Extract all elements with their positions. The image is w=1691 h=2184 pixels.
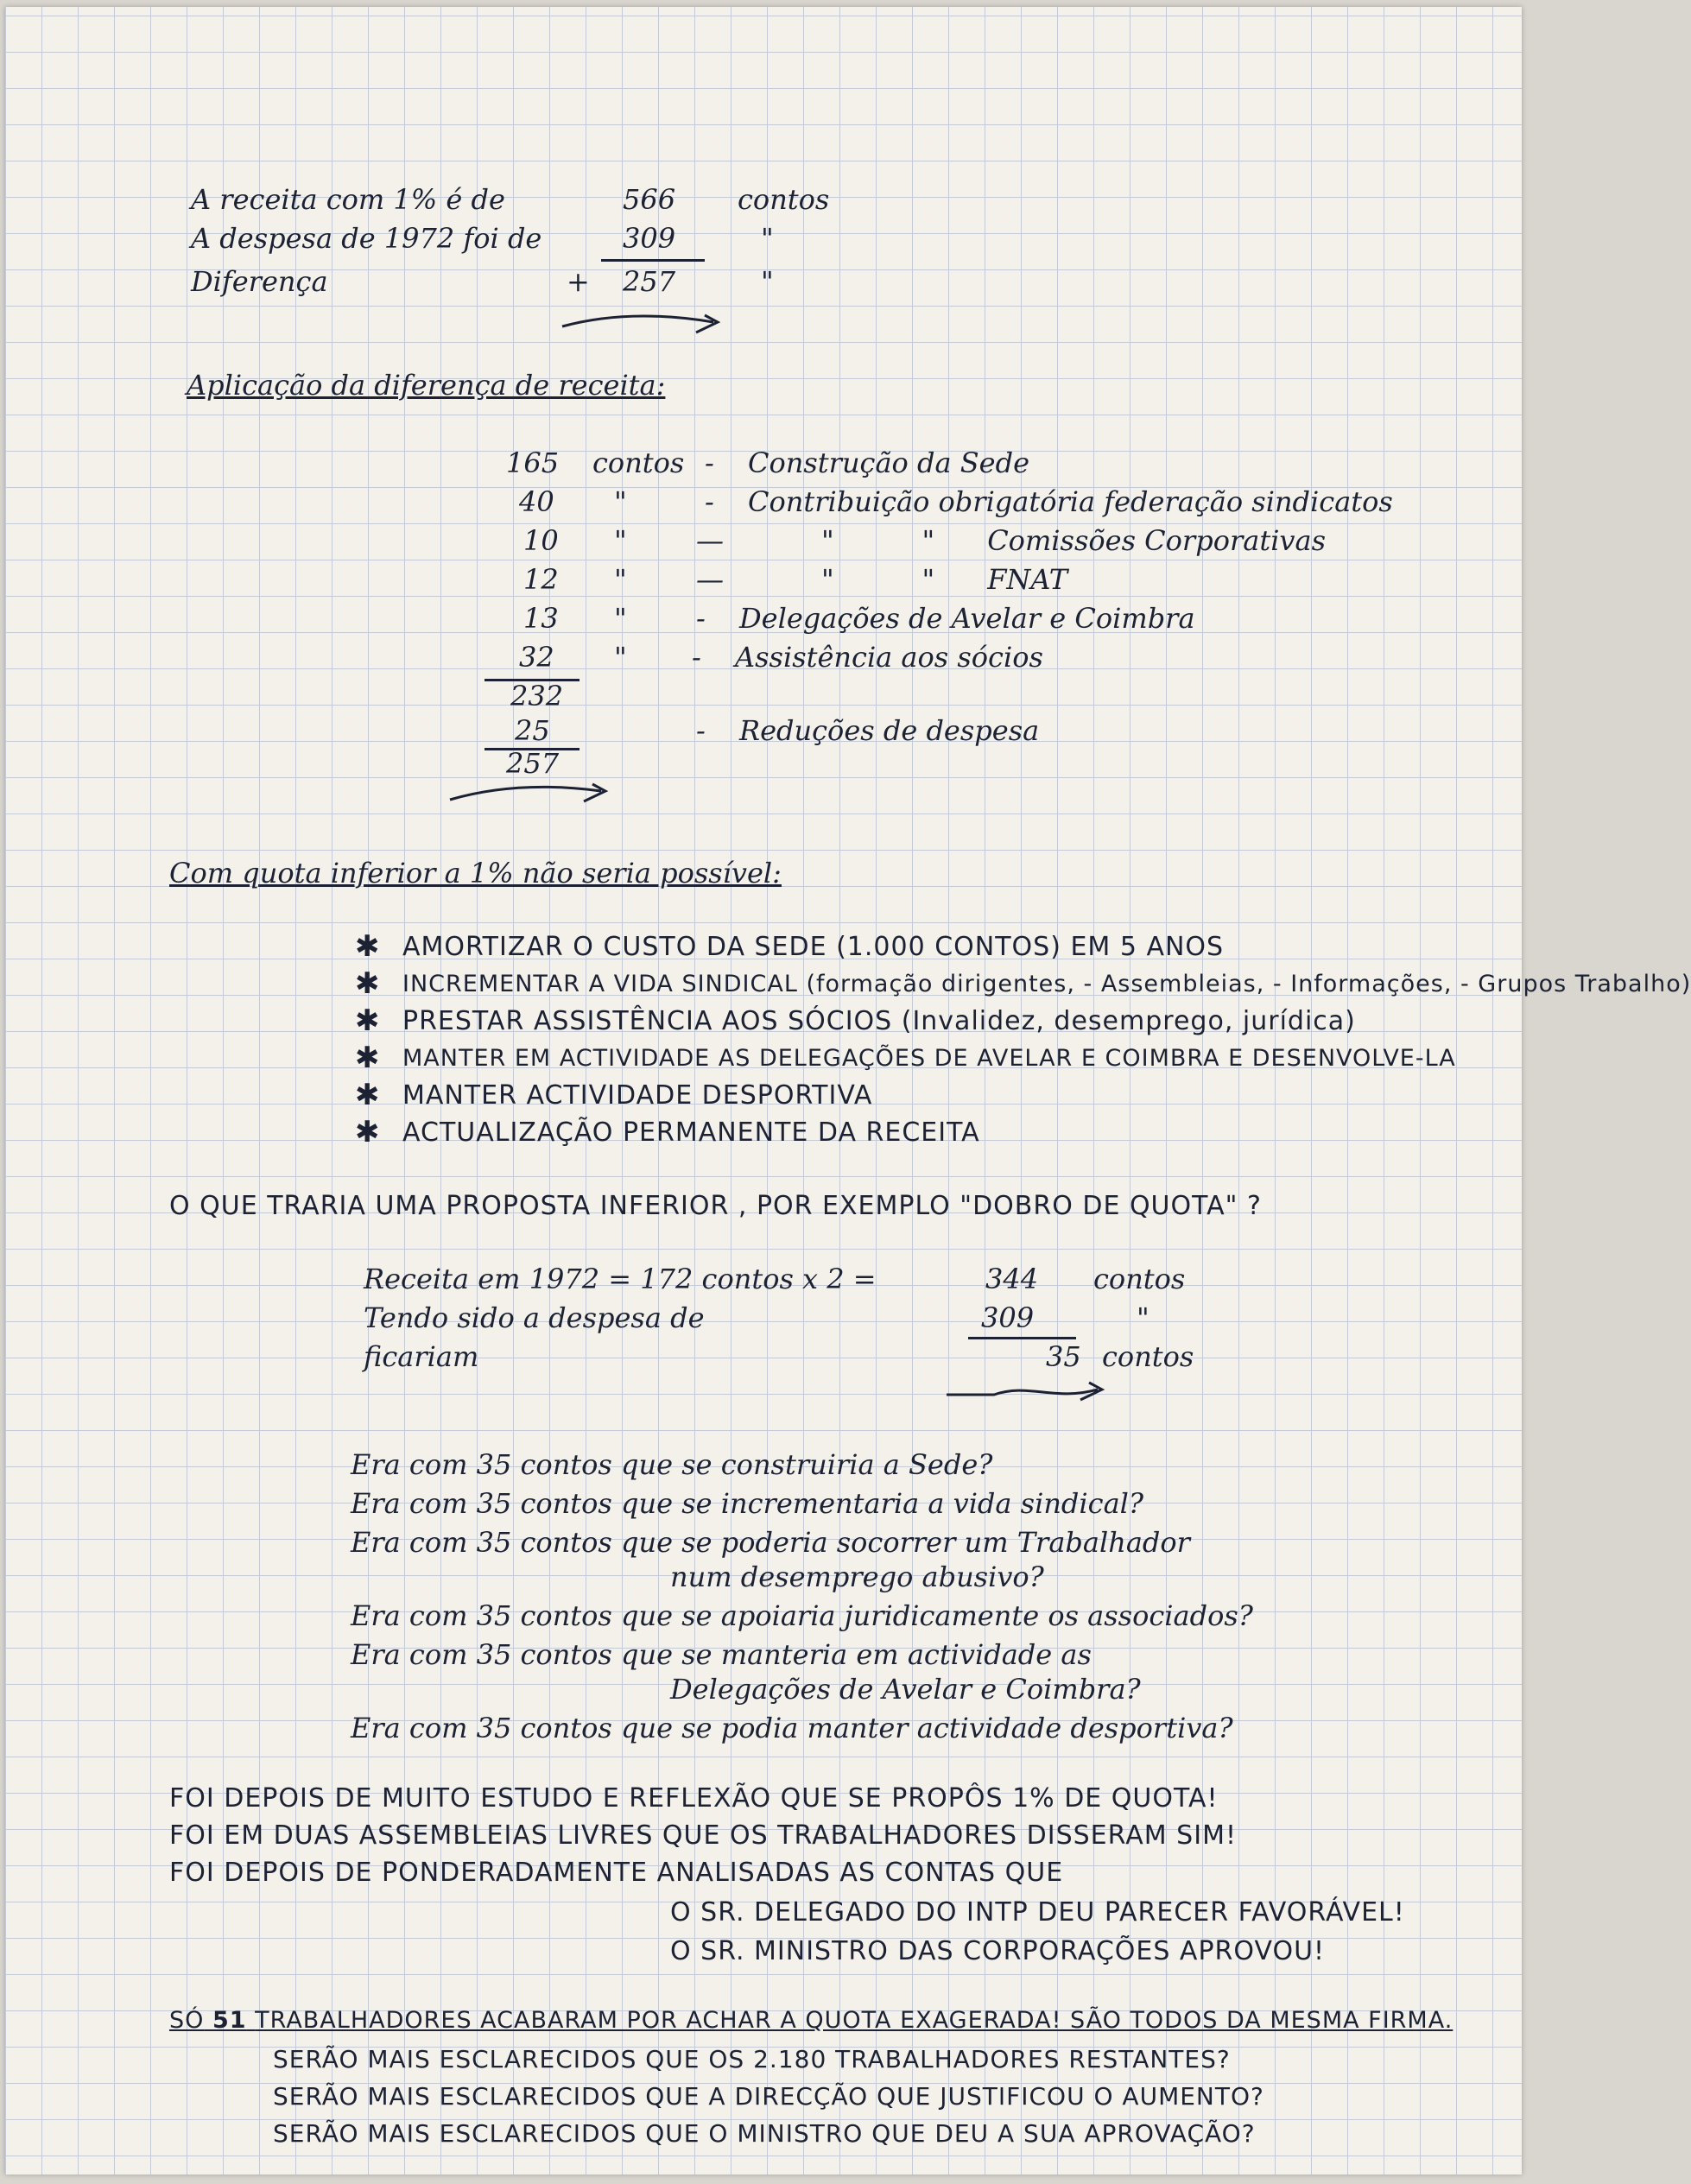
application-amount: 13 (523, 602, 559, 635)
closing-question: SERÃO MAIS ESCLARECIDOS QUE A DIRECÇÃO QUE JUSTIFICOU O AUMENTO? (273, 2082, 1264, 2111)
application-desc: Delegações de Avelar e Coimbra (739, 602, 1195, 635)
proposal-line-1-unit: contos (1093, 1263, 1186, 1295)
impossible-item: MANTER EM ACTIVIDADE AS DELEGAÇÕES DE AVELAR E COIMBRA E DESENVOLVE-LA (402, 1045, 1456, 1072)
question-line: Delegações de Avelar e Coimbra? (670, 1673, 1141, 1706)
question-line: Era com 35 contos que se incrementaria a vida sindical? (351, 1487, 1144, 1520)
impossible-item: ACTUALIZAÇÃO PERMANENTE DA RECEITA (402, 1117, 980, 1148)
question-line: Era com 35 contos que se construiria a Sede? (351, 1448, 993, 1481)
asterisk-bullet-icon: ✱ (355, 1078, 380, 1112)
intro-line-1-unit: contos (738, 183, 830, 216)
application-desc: Construção da Sede (748, 446, 1029, 479)
application-desc: " " Comissões Corporativas (821, 524, 1326, 557)
impossible-heading: Com quota inferior a 1% não seria possível: (169, 857, 782, 889)
asterisk-bullet-icon: ✱ (355, 966, 380, 1001)
impossible-item: PRESTAR ASSISTÊNCIA AOS SÓCIOS (Invalidez, desemprego, jurídica) (402, 1006, 1356, 1036)
proposal-line-3-unit: contos (1102, 1340, 1194, 1373)
question-line: Era com 35 contos que se podia manter actividade desportiva? (351, 1712, 1233, 1744)
statement-line: FOI DEPOIS DE MUITO ESTUDO E REFLEXÃO QUE SE PROPÔS 1% DE QUOTA! (169, 1783, 1219, 1814)
statement-line: O SR. MINISTRO DAS CORPORAÇÕES APROVOU! (670, 1936, 1326, 1966)
asterisk-bullet-icon: ✱ (355, 1115, 380, 1149)
application-amount: 12 (523, 563, 559, 596)
application-unit: " (614, 485, 627, 518)
handwritten-page (5, 7, 1691, 2175)
intro-line-2-text: A despesa de 1972 foi de (191, 222, 542, 255)
application-dash: - (705, 485, 714, 518)
closing-question: SERÃO MAIS ESCLARECIDOS QUE O MINISTRO QUE DEU A SUA APROVAÇÃO? (273, 2119, 1256, 2148)
application-unit: " (614, 641, 627, 674)
asterisk-bullet-icon: ✱ (355, 929, 380, 964)
intro-sum-rule (601, 259, 705, 262)
application-desc: " " FNAT (821, 563, 1068, 596)
intro-squiggle (558, 305, 722, 339)
closing-lead-line (169, 2006, 1453, 2035)
application-subtotal: 232 (510, 680, 564, 712)
application-unit: " (614, 602, 627, 635)
question-line: num desemprego abusivo? (670, 1560, 1044, 1593)
application-dash: — (696, 563, 724, 596)
intro-line-3-value: 257 (623, 265, 676, 298)
reduction-desc: Reduções de despesa (739, 714, 1040, 747)
question-line: Era com 35 contos que se apoiaria juridicamente os associados? (351, 1599, 1253, 1632)
total-squiggle (446, 775, 610, 810)
application-dash: - (692, 641, 701, 674)
application-heading: Aplicação da diferença de receita: (187, 369, 666, 402)
application-unit: " (614, 524, 627, 557)
application-dash: - (696, 714, 706, 747)
application-total: 257 (506, 747, 560, 780)
statement-line: FOI EM DUAS ASSEMBLEIAS LIVRES QUE OS TRABALHADORES DISSERAM SIM! (169, 1820, 1237, 1851)
application-dash: — (696, 524, 724, 557)
closing-rest: TRABALHADORES ACABARAM POR ACHAR A QUOTA EXAGERADA! SÃO TODOS DA MESMA FIRMA. (255, 2007, 1454, 2034)
proposal-line-2-ditto: " (1137, 1301, 1150, 1334)
proposal-squiggle (942, 1376, 1106, 1410)
closing-question: SERÃO MAIS ESCLARECIDOS QUE OS 2.180 TRABALHADORES RESTANTES? (273, 2045, 1231, 2073)
proposal-line-1-value: 344 (985, 1263, 1039, 1295)
application-unit: contos (592, 446, 685, 479)
intro-line-3-ditto: " (761, 265, 774, 298)
application-desc: Contribuição obrigatória federação sindicatos (748, 485, 1393, 518)
application-unit: " (614, 563, 627, 596)
asterisk-bullet-icon: ✱ (355, 1003, 380, 1038)
proposal-line-2-value: 309 (981, 1301, 1035, 1334)
intro-line-2-ditto: " (761, 222, 774, 255)
question-line: Era com 35 contos que se manteria em actividade as (351, 1638, 1092, 1671)
intro-line-1-value: 566 (623, 183, 676, 216)
intro-line-3-text: Diferença (191, 265, 328, 298)
proposal-line-1-text: Receita em 1972 = 172 contos x 2 = (364, 1263, 877, 1295)
intro-line-1-text: A receita com 1% é de (191, 183, 505, 216)
impossible-item: AMORTIZAR O CUSTO DA SEDE (1.000 CONTOS) EM 5 ANOS (402, 932, 1225, 962)
application-amount: 10 (523, 524, 559, 557)
closing-number: 51 (212, 2007, 247, 2034)
application-amount: 32 (519, 641, 554, 674)
proposal-line-3-value: 35 (1046, 1340, 1081, 1373)
closing-lead: SÓ (169, 2007, 205, 2034)
proposal-line-3-text: ficariam (364, 1340, 479, 1373)
proposal-line-2-text: Tendo sido a despesa de (364, 1301, 705, 1334)
proposal-heading: O QUE TRARIA UMA PROPOSTA INFERIOR , POR EXEMPLO "DOBRO DE QUOTA" ? (169, 1191, 1262, 1221)
asterisk-bullet-icon: ✱ (355, 1041, 380, 1075)
intro-line-3-sign: + (567, 265, 590, 298)
statement-line: FOI DEPOIS DE PONDERADAMENTE ANALISADAS AS CONTAS QUE (169, 1858, 1064, 1888)
application-amount: 40 (519, 485, 554, 518)
application-dash: - (696, 602, 706, 635)
reduction-amount: 25 (515, 714, 550, 747)
question-line: Era com 35 contos que se poderia socorrer um Trabalhador (351, 1526, 1190, 1559)
intro-line-2-value: 309 (623, 222, 676, 255)
application-desc: Assistência aos sócios (735, 641, 1043, 674)
impossible-item: MANTER ACTIVIDADE DESPORTIVA (402, 1080, 873, 1111)
statement-line: O SR. DELEGADO DO INTP DEU PARECER FAVORÁVEL! (670, 1897, 1405, 1928)
proposal-sum-rule (968, 1337, 1076, 1339)
impossible-item: INCREMENTAR A VIDA SINDICAL (formação dirigentes, - Assembleias, - Informações, - Grupos Trabalho) (402, 971, 1691, 997)
application-dash: - (705, 446, 714, 479)
application-amount: 165 (506, 446, 560, 479)
